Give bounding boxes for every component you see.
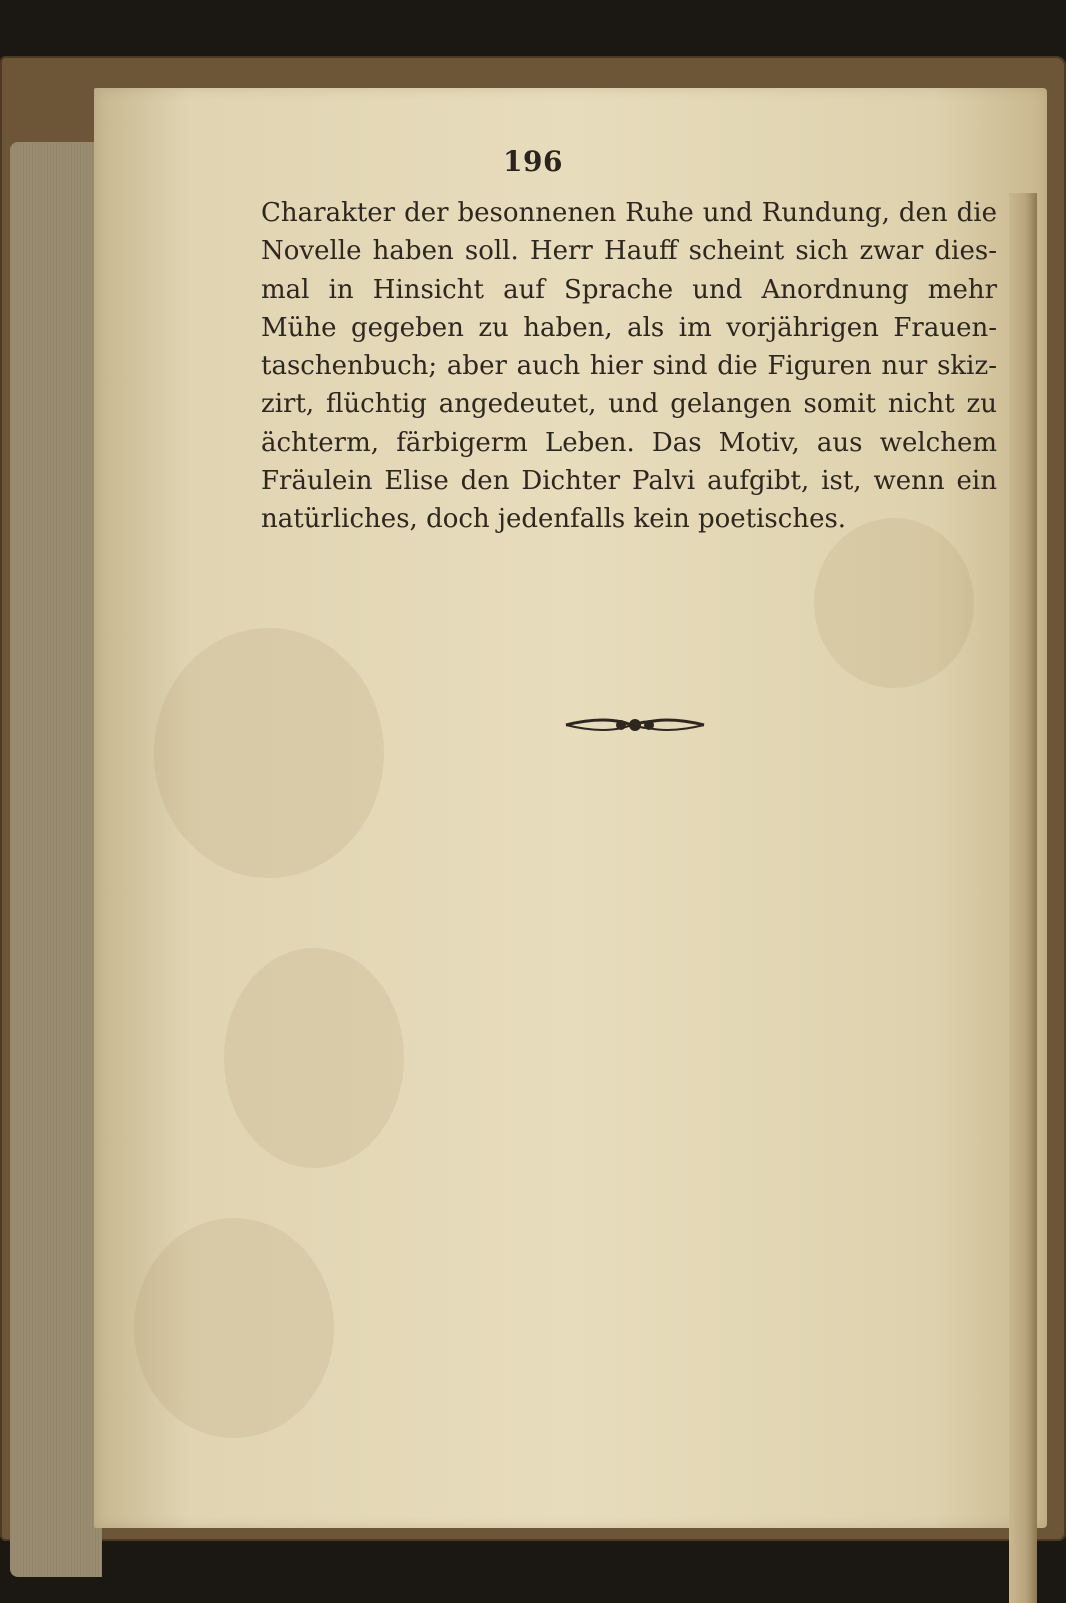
page-stain: [154, 628, 384, 878]
page-stain: [134, 1218, 334, 1438]
ornament-divider-icon: [560, 710, 710, 740]
page-number: 196: [503, 145, 563, 178]
page-edges: [10, 142, 102, 1577]
page-right-edge: [1009, 193, 1037, 1603]
page-body-text: Charakter der besonnenen Ruhe und Rundung, den die Novelle haben soll. Herr Hauff scheint sich zwar dies- mal in Hinsicht auf Sprache und Anordnung mehr Mühe gegeben zu haben, als im vorjährigen Frauen- taschenbuch; aber auch hier sind die Figuren nur skiz- zirt, flüchtig angedeutet, und gelangen somit nicht zu ächterm, färbigerm Leben. Das Motiv, aus welchem Fräulein Elise den Dichter Palvi aufgibt, ist, wenn ein natürliches, doch jedenfalls kein poetisches.: [261, 198, 997, 535]
page-stain: [814, 518, 974, 688]
page-stain: [224, 948, 404, 1168]
